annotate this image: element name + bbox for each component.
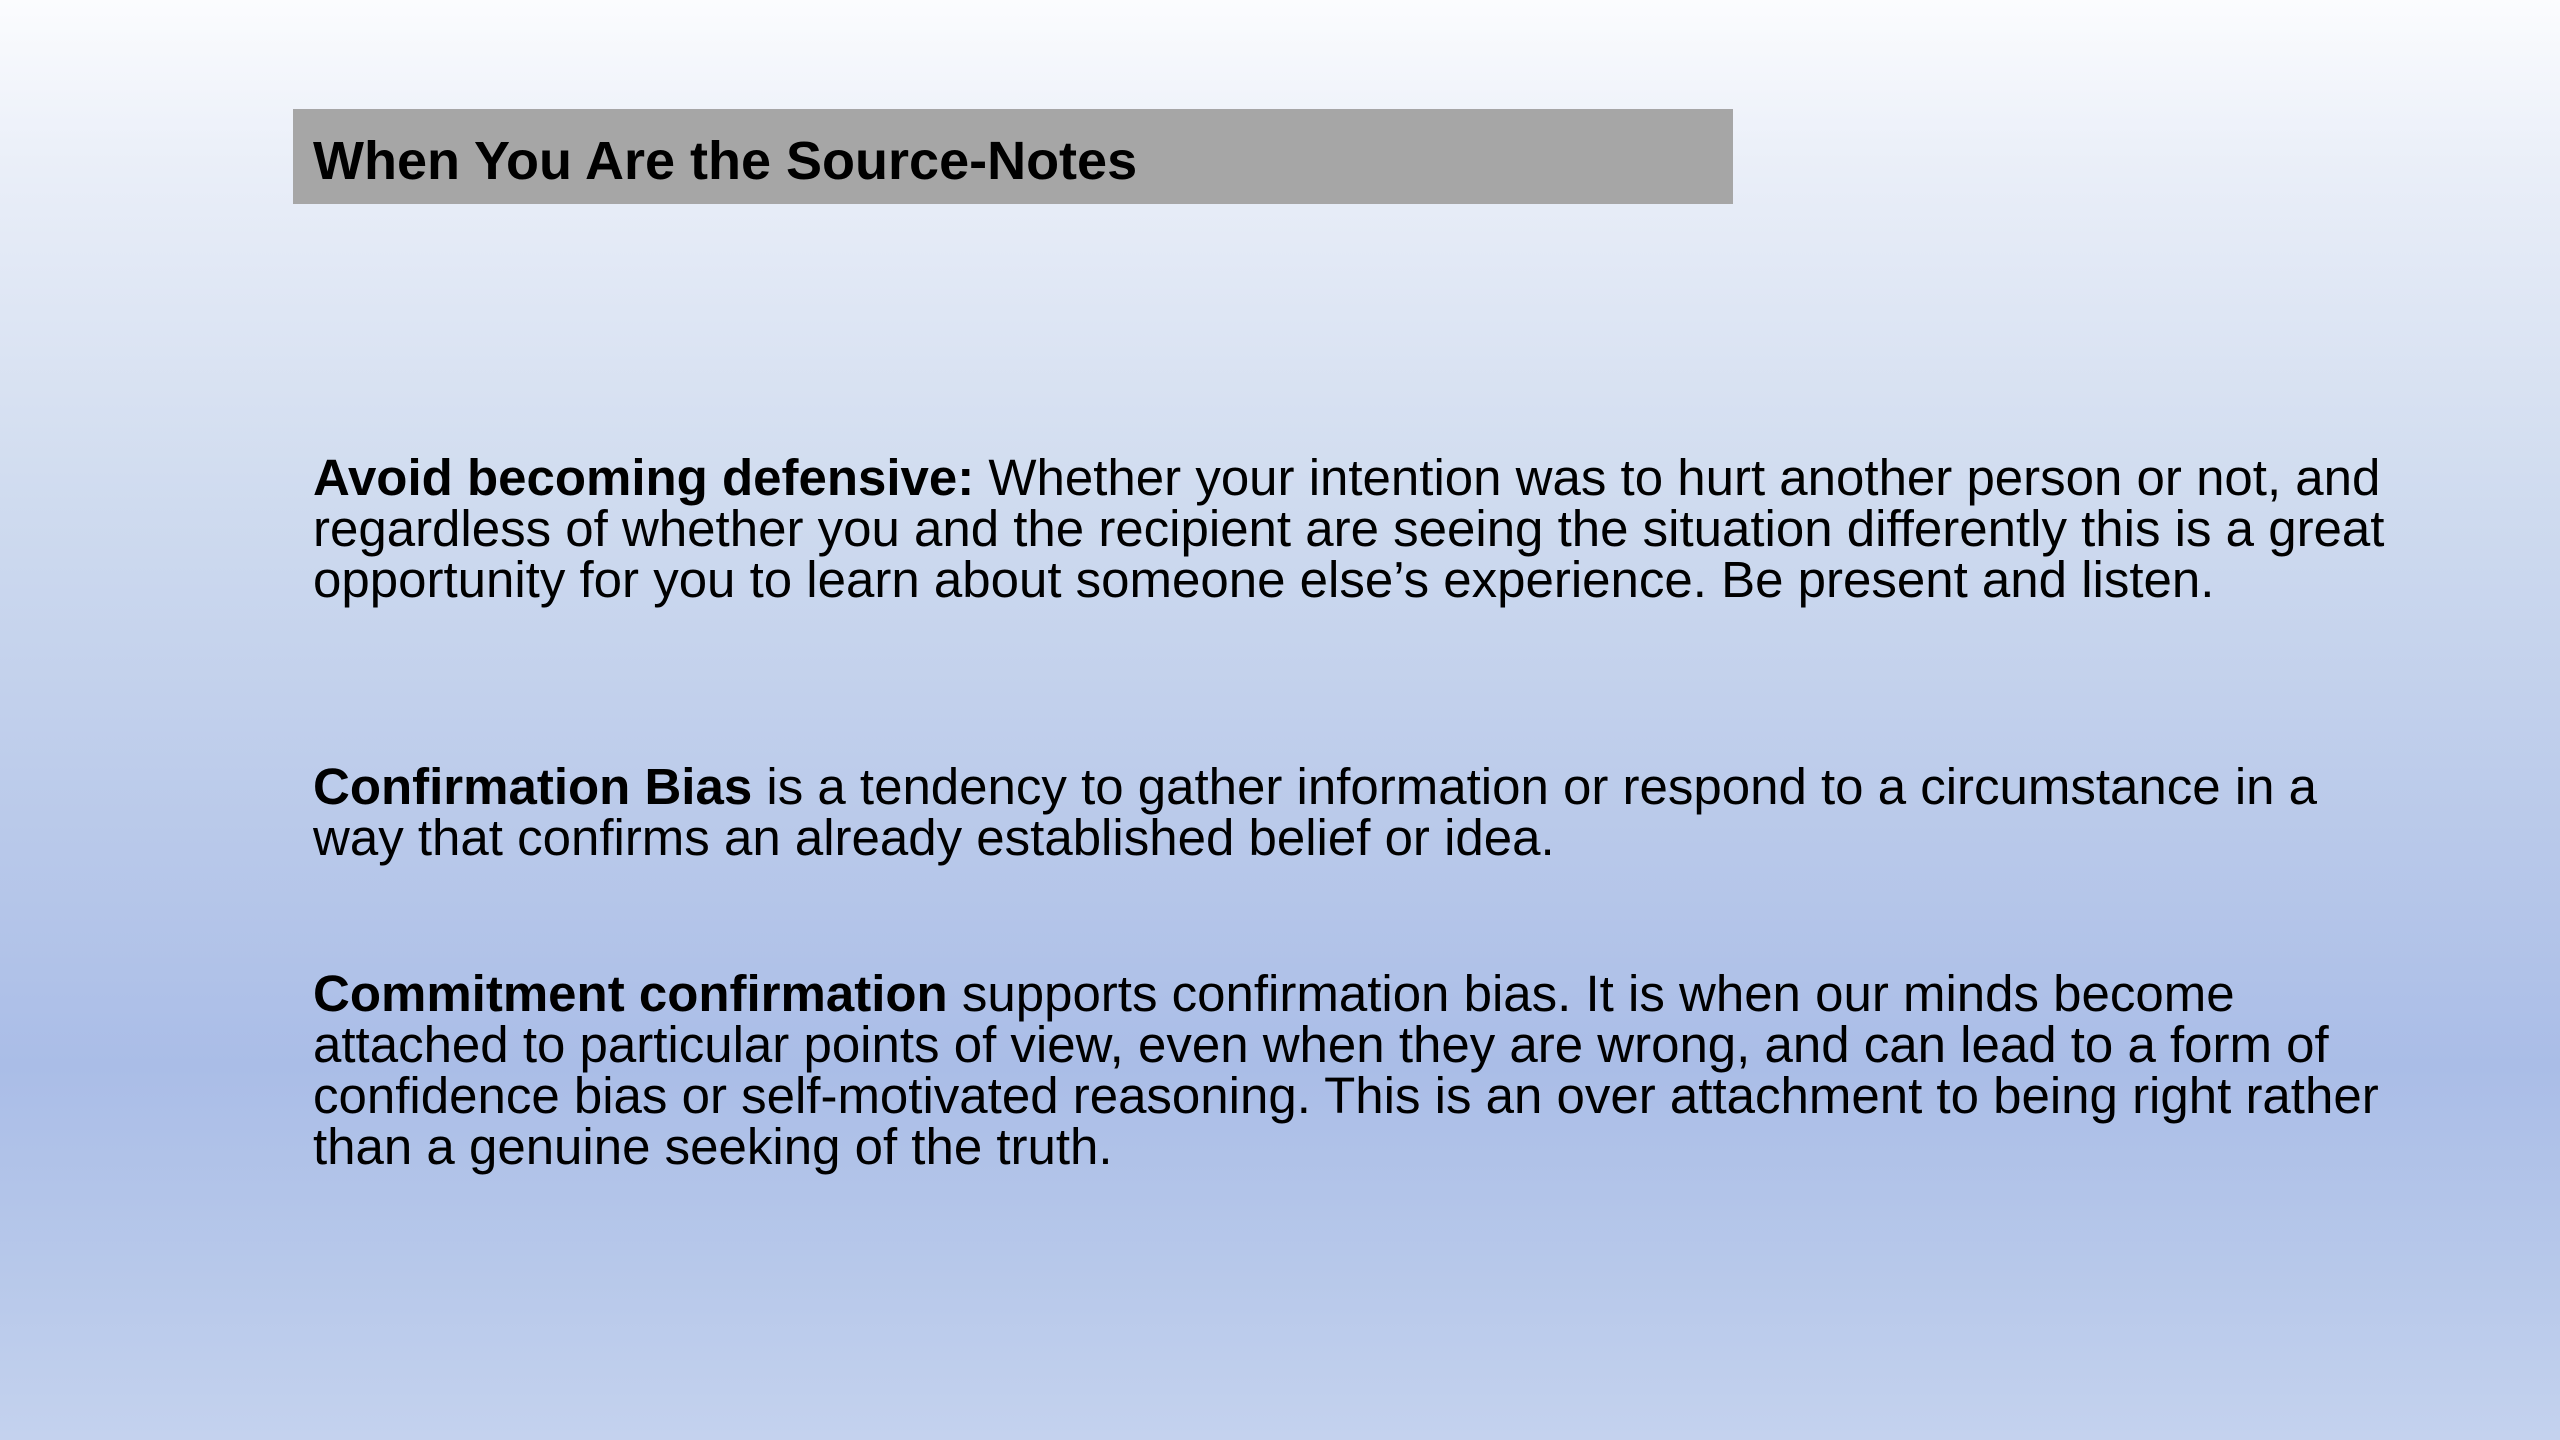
title-bar [293,109,1733,204]
paragraph-avoid-defensive [313,449,2393,608]
paragraph-body: supports confirmation bias. It is when our minds become attached to particular points of view, even when they are wrong, and can lead to a form of confidence bias or self-motivated reasoning. This is an over attachment to being right rather than a genuine seeking of the truth. [313,965,2379,1175]
paragraph-confirmation-bias [313,758,2393,866]
paragraph-body: Whether your intention was to hurt another person or not, and regardless of whether you and the recipient are seeing the situation differently this is a great opportunity for you to learn about someone else’s experience. Be present and listen. [313,449,2385,608]
paragraph-commitment-confirmation [313,965,2393,1175]
paragraph-lead: Avoid becoming defensive: [313,449,975,506]
slide-title: When You Are the Source-Notes [313,130,1138,191]
paragraph-lead: Commitment confirmation [313,965,948,1022]
paragraph-lead: Confirmation Bias [313,758,753,815]
paragraph-body: is a tendency to gather information or respond to a circumstance in a way that confirms an already established belief or idea. [313,758,2318,866]
